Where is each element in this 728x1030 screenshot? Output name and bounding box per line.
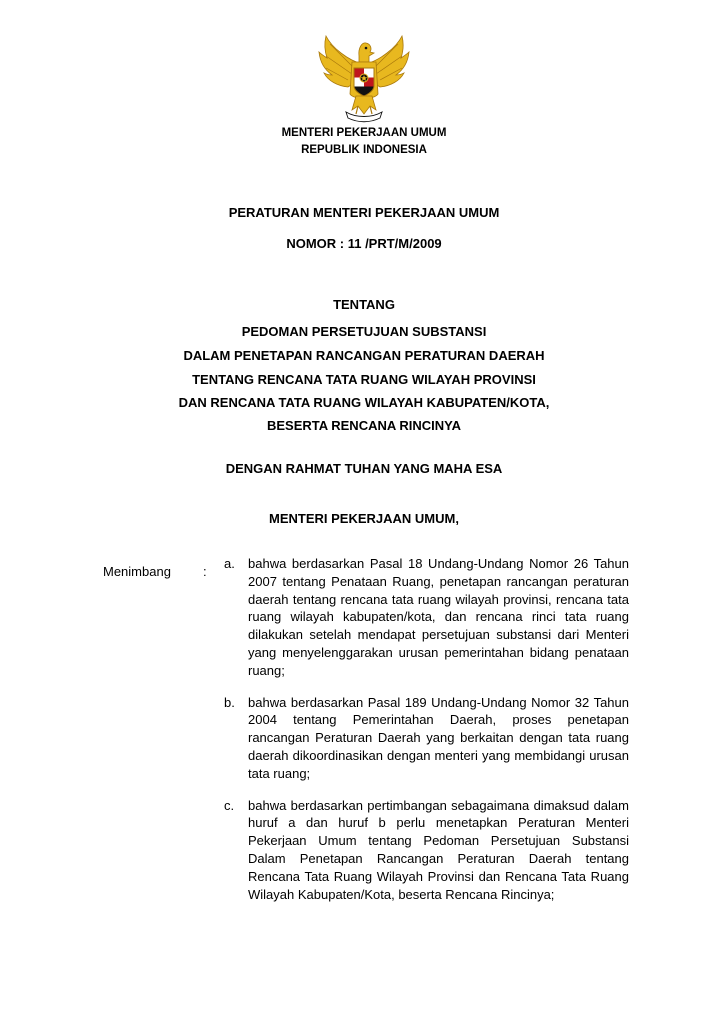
regulation-title: PERATURAN MENTERI PEKERJAAN UMUM [228,205,500,220]
about-heading: TENTANG [333,297,395,312]
considering-item-c [224,797,629,904]
subject-line: DALAM PENETAPAN RANCANGAN PERATURAN DAERAH [183,348,545,363]
issuer-line: MENTERI PEKERJAAN UMUM, [269,511,459,526]
item-text: bahwa berdasarkan Pasal 189 Undang-Undang Nomor 32 Tahun 2004 tentang Pemerintahan Daerah, proses penetapan rancangan Peraturan Daerah yang berkaitan dengan tata ruang daerah dikoordinasikan dengan menteri yang membidangi urusan tata ruang; [248,694,629,781]
regulation-number: NOMOR : 11 /PRT/M/2009 [286,236,442,251]
item-letter: c. [224,797,235,813]
considering-list [224,555,629,903]
blessing-line: DENGAN RAHMAT TUHAN YANG MAHA ESA [225,461,503,476]
subject-line: PEDOMAN PERSETUJUAN SUBSTANSI [241,324,487,339]
considering-label: Menimbang [103,564,171,579]
minister-title: MENTERI PEKERJAAN UMUM [281,127,447,139]
country-name: REPUBLIK INDONESIA [301,144,427,156]
item-text: bahwa berdasarkan Pasal 18 Undang-Undang Nomor 26 Tahun 2007 tentang Penataan Ruang, penetapan rancangan peraturan daerah tentang rencana tata ruang wilayah provinsi, rencana tata ruang wilayah kabupaten/kota, dan rencana rinci tata ruang dilakukan setelah mendapat persetujuan substansi dari Menteri yang menyelenggarakan urusan pemerintahan bidang penataan ruang; [248,556,629,678]
considering-item-a [224,555,629,680]
item-text: bahwa berdasarkan pertimbangan sebagaimana dimaksud dalam huruf a dan huruf b perlu menetapkan Peraturan Menteri Pekerjaan Umum tentang Pedoman Persetujuan Substansi Dalam Penetapan Rancangan Peraturan Daerah tentang Rencana Tata Ruang Wilayah Provinsi dan Rencana Tata Ruang Wilayah Kabupaten/Kota, beserta Rencana Rincinya; [248,797,629,902]
garuda-emblem-icon [318,34,410,126]
subject-line: BESERTA RENCANA RINCINYA [266,418,462,433]
subject-line: DAN RENCANA TATA RUANG WILAYAH KABUPATEN/KOTA, [178,395,550,410]
item-letter: b. [224,694,235,710]
item-letter: a. [224,556,235,571]
considering-colon: : [203,564,207,579]
subject-line: TENTANG RENCANA TATA RUANG WILAYAH PROVINSI [192,372,536,387]
considering-item-b [224,694,629,783]
